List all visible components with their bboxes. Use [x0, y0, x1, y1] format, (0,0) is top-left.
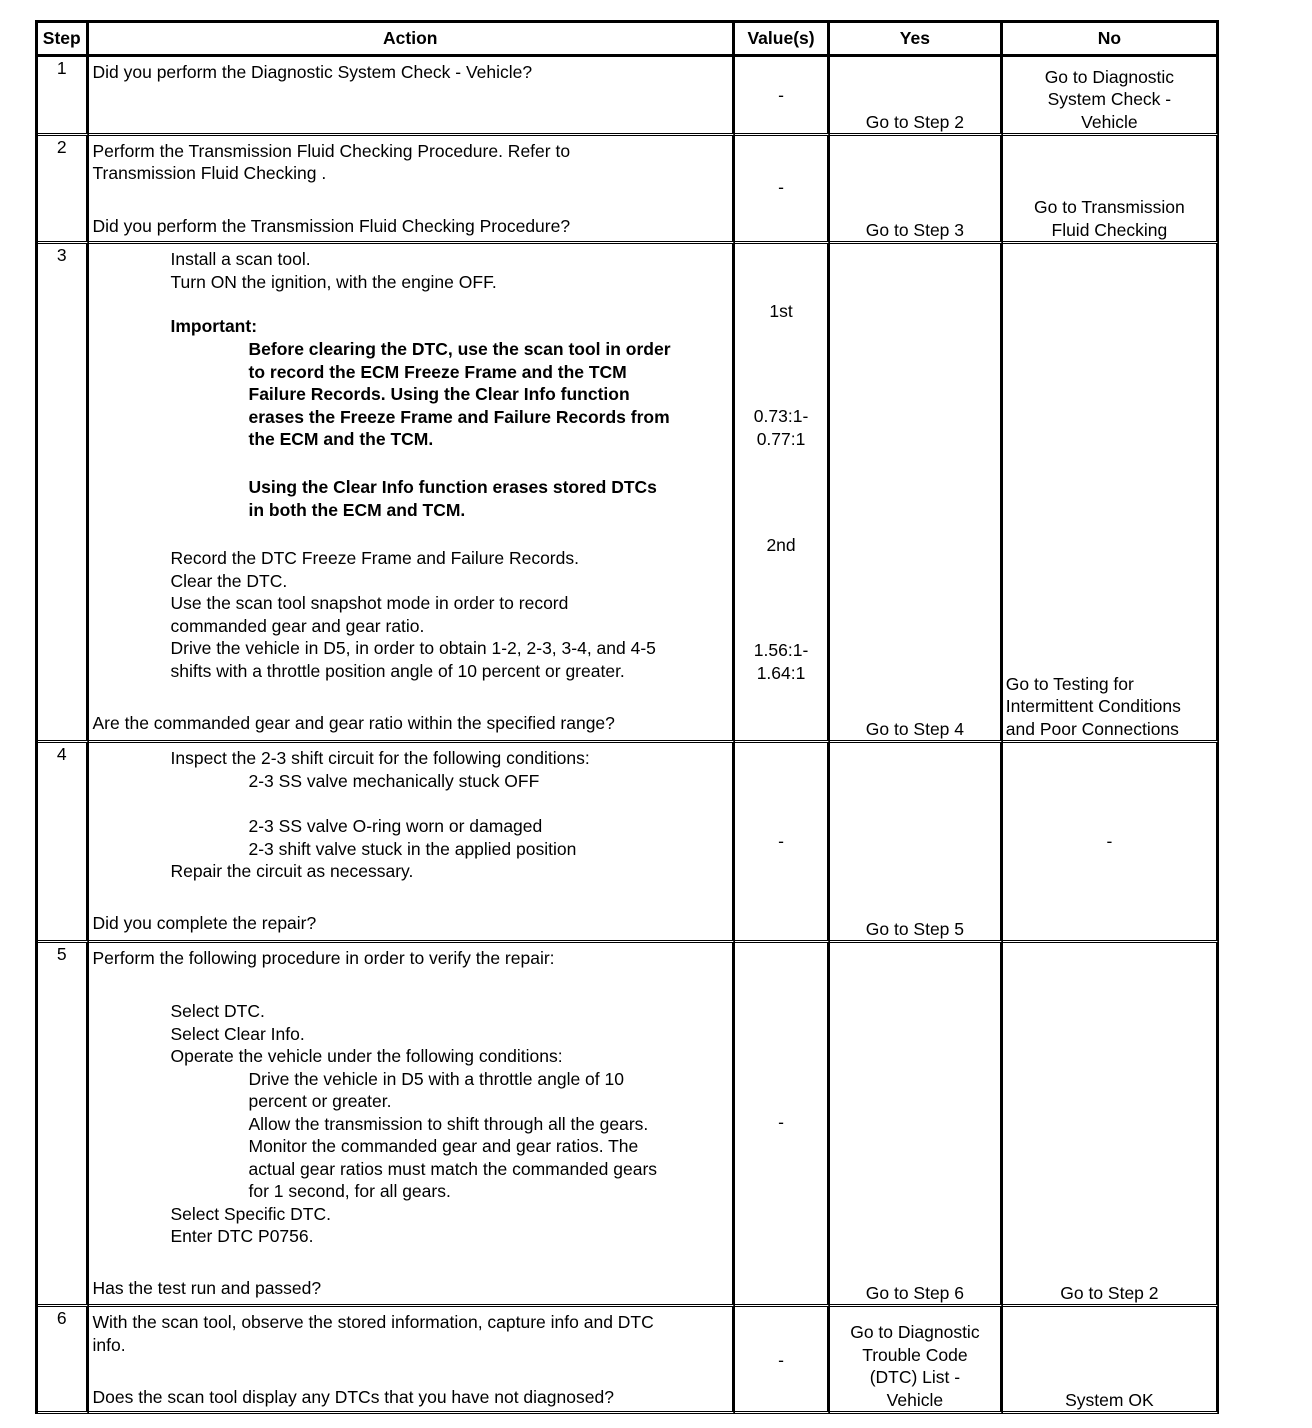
no-cell — [1003, 136, 1219, 244]
action-line: Did you perform the Diagnostic System Check - Vehicle? — [92, 62, 533, 82]
action-line: actual gear ratios must match the commanded gears — [248, 1159, 658, 1179]
header-values: Value(s) — [735, 23, 830, 57]
action-line: 2-3 shift valve stuck in the applied position — [248, 839, 577, 859]
table-row — [38, 136, 1219, 244]
action-line: Has the test run and passed? — [92, 1278, 322, 1298]
action-line: percent or greater. — [248, 1091, 392, 1111]
action-line: Are the commanded gear and gear ratio within the specified range? — [92, 713, 615, 733]
value-cell — [735, 57, 830, 136]
table-row — [38, 943, 1219, 1307]
no-cell — [1003, 57, 1219, 136]
header-no: No — [1003, 23, 1219, 57]
table-row — [38, 1307, 1219, 1414]
yes-cell — [830, 57, 1003, 136]
action-line: info. — [92, 1335, 126, 1355]
yes-cell — [830, 1307, 1003, 1414]
value-text: - — [778, 831, 784, 851]
action-line: Clear the DTC. — [170, 571, 288, 591]
action-line: in both the ECM and TCM. — [248, 500, 466, 520]
action-line: 2-3 SS valve mechanically stuck OFF — [248, 771, 540, 791]
value-text: 2nd — [766, 535, 796, 555]
header-action: Action — [89, 23, 736, 57]
value-text: - — [778, 85, 784, 105]
yes-line: Trouble Code — [862, 1344, 968, 1365]
yes-text: Go to Step 6 — [865, 1282, 965, 1303]
action-line: Did you perform the Transmission Fluid Checking Procedure? — [92, 216, 571, 236]
yes-text: Go to Step 5 — [865, 918, 965, 939]
action-line: shifts with a throttle position angle of 10 percent or greater. — [170, 661, 625, 681]
action-cell — [89, 743, 736, 943]
action-line: Perform the following procedure in order to verify the repair: — [92, 948, 555, 968]
action-line: Using the Clear Info function erases stored DTCs — [248, 477, 657, 497]
value-cell — [735, 244, 830, 743]
action-line: Failure Records. Using the Clear Info function — [248, 384, 630, 404]
no-line: Go to Testing for — [1005, 673, 1134, 694]
step-number: 5 — [38, 943, 89, 1307]
yes-line: (DTC) List - — [869, 1367, 961, 1387]
step-number: 4 — [38, 743, 89, 943]
value-text: 1.64:1 — [756, 663, 806, 683]
no-line: System Check - — [1047, 89, 1172, 109]
step-number: 1 — [38, 57, 89, 136]
action-line: With the scan tool, observe the stored information, capture info and DTC — [92, 1312, 654, 1332]
value-cell — [735, 743, 830, 943]
no-line: Vehicle — [1081, 111, 1138, 132]
yes-cell — [830, 244, 1003, 743]
value-text: 0.73:1- — [753, 406, 809, 426]
header-step: Step — [38, 23, 89, 57]
action-line: Drive the vehicle in D5 with a throttle angle of 10 — [248, 1069, 624, 1089]
action-line: Before clearing the DTC, use the scan tool in order — [248, 339, 671, 359]
action-line: Monitor the commanded gear and gear ratios. The — [248, 1136, 639, 1156]
value-text: 1.56:1- — [753, 640, 809, 660]
step-number: 6 — [38, 1307, 89, 1414]
no-line: Fluid Checking — [1051, 219, 1168, 240]
yes-line: Go to Diagnostic — [850, 1322, 980, 1342]
action-line: the ECM and the TCM. — [248, 429, 434, 449]
value-text: - — [778, 1350, 784, 1370]
value-text: 1st — [769, 301, 793, 321]
action-cell — [89, 136, 736, 244]
action-line: Enter DTC P0756. — [170, 1226, 314, 1246]
action-line: Did you complete the repair? — [92, 913, 317, 933]
yes-text: Go to Step 4 — [865, 718, 965, 739]
no-text: System OK — [1065, 1389, 1154, 1410]
yes-text: Go to Step 3 — [865, 219, 965, 240]
action-line: Does the scan tool display any DTCs that you have not diagnosed? — [92, 1387, 614, 1407]
action-cell — [89, 57, 736, 136]
table-row — [38, 244, 1219, 743]
step-number: 2 — [38, 136, 89, 244]
action-line: Transmission Fluid Checking . — [92, 163, 327, 183]
action-cell — [89, 244, 736, 743]
action-line: Select Specific DTC. — [170, 1204, 331, 1224]
no-text: Go to Step 2 — [1060, 1282, 1159, 1303]
yes-cell — [830, 136, 1003, 244]
action-line: Record the DTC Freeze Frame and Failure Records. — [170, 548, 579, 568]
action-line: for 1 second, for all gears. — [248, 1181, 451, 1201]
action-line: Inspect the 2-3 shift circuit for the following conditions: — [170, 748, 590, 768]
diagnostic-table — [35, 20, 1219, 1414]
no-line: Intermittent Conditions — [1005, 696, 1181, 716]
action-line: Repair the circuit as necessary. — [170, 861, 414, 881]
action-line: to record the ECM Freeze Frame and the TCM — [248, 362, 627, 382]
action-line: Select DTC. — [170, 1001, 265, 1021]
no-text: - — [1106, 831, 1113, 851]
action-line: Select Clear Info. — [170, 1024, 305, 1044]
action-cell — [89, 943, 736, 1307]
action-line: Operate the vehicle under the following conditions: — [170, 1046, 563, 1066]
no-line: and Poor Connections — [1005, 718, 1179, 739]
table-row — [38, 57, 1219, 136]
action-line: Use the scan tool snapshot mode in order to record — [170, 593, 569, 613]
value-text: 0.77:1 — [756, 429, 806, 449]
value-cell — [735, 136, 830, 244]
yes-cell — [830, 943, 1003, 1307]
no-line: Go to Transmission — [1034, 197, 1185, 217]
value-text: - — [778, 177, 784, 197]
action-line: commanded gear and gear ratio. — [170, 616, 425, 636]
yes-text: Go to Step 2 — [865, 111, 965, 132]
action-line: 2-3 SS valve O-ring worn or damaged — [248, 816, 543, 836]
action-line: Turn ON the ignition, with the engine OFF. — [170, 272, 497, 292]
table-row — [38, 743, 1219, 943]
step-number: 3 — [38, 244, 89, 743]
action-line: Perform the Transmission Fluid Checking Procedure. Refer to — [92, 141, 571, 161]
action-line: Install a scan tool. — [170, 249, 311, 269]
action-cell — [89, 1307, 736, 1414]
no-cell — [1003, 1307, 1219, 1414]
action-line: erases the Freeze Frame and Failure Records from — [248, 407, 670, 427]
value-text: - — [778, 1112, 784, 1132]
no-cell — [1003, 743, 1219, 943]
yes-line: Vehicle — [886, 1389, 944, 1410]
action-line: Allow the transmission to shift through all the gears. — [248, 1114, 649, 1134]
value-cell — [735, 1307, 830, 1414]
no-cell — [1003, 244, 1219, 743]
important-label: Important: — [170, 316, 258, 336]
header-row — [38, 23, 1219, 57]
action-line: Drive the vehicle in D5, in order to obtain 1-2, 2-3, 3-4, and 4-5 — [170, 638, 656, 658]
no-line: Go to Diagnostic — [1044, 66, 1175, 87]
no-cell — [1003, 943, 1219, 1307]
yes-cell — [830, 743, 1003, 943]
value-cell — [735, 943, 830, 1307]
header-yes: Yes — [830, 23, 1003, 57]
